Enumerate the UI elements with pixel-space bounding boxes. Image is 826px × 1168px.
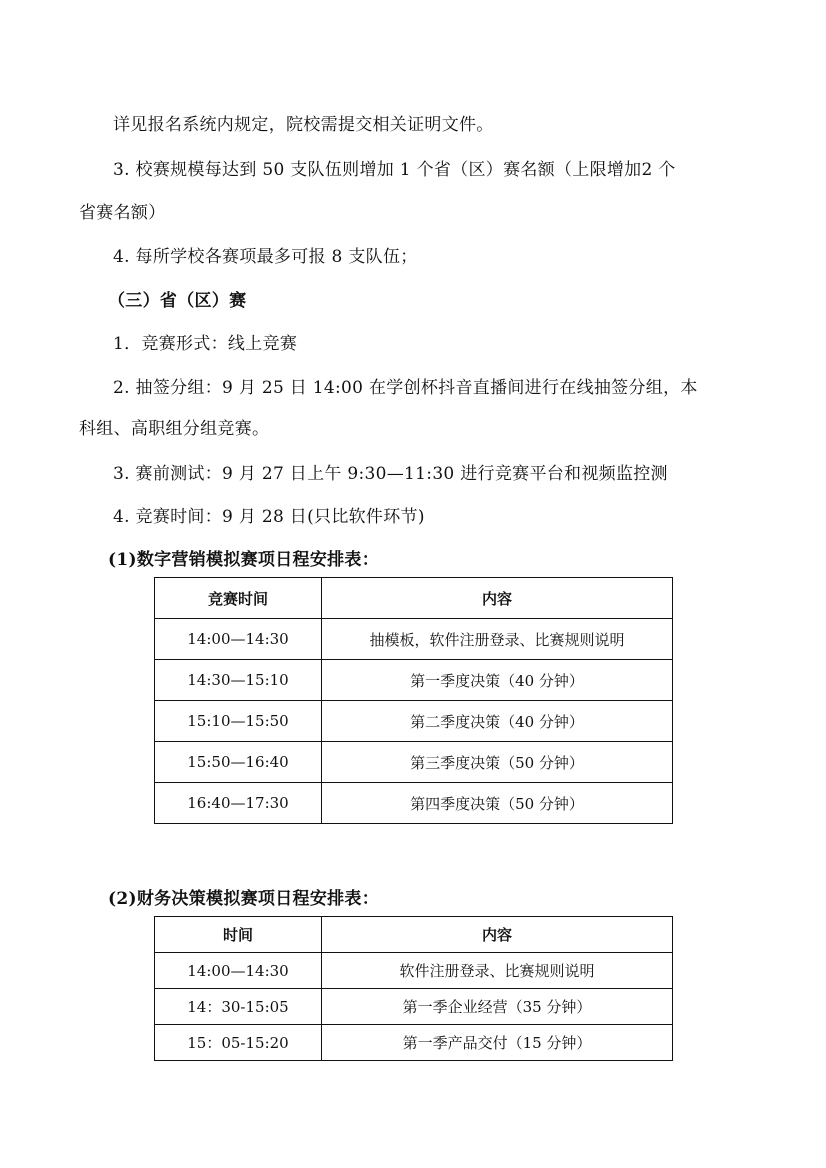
table-row [155,742,673,783]
paragraph-format: 1．竞赛形式：线上竞赛 [113,334,298,354]
cell-content: 第三季度决策（50 分钟） [322,742,673,783]
cell-time: 15:10—15:50 [155,701,322,742]
paragraph-competition-time: 4. 竞赛时间：9 月 28 日(只比软件环节) [113,507,425,527]
cell-content: 第一季企业经营（35 分钟） [322,989,673,1025]
digital-marketing-schedule-table [154,577,673,824]
table-row [155,953,673,989]
cell-content: 抽模板，软件注册登录、比赛规则说明 [322,619,673,660]
table-header-row [155,578,673,619]
table-row [155,660,673,701]
table-row [155,1025,673,1061]
cell-time: 14:00—14:30 [155,619,322,660]
column-header-time: 时间 [155,917,322,953]
table2-caption: (2)财务决策模拟赛项日程安排表： [108,889,380,909]
table-row [155,989,673,1025]
table1-caption: (1)数字营销模拟赛项日程安排表： [108,550,380,570]
section-heading-provincial: （三）省（区）赛 [108,291,247,311]
cell-content: 第一季产品交付（15 分钟） [322,1025,673,1061]
paragraph-pretest: 3. 赛前测试：9 月 27 日上午 9:30—11:30 进行竞赛平台和视频监控测 [113,464,668,484]
paragraph-draw-groups: 2. 抽签分组：9 月 25 日 14:00 在学创杯抖音直播间进行在线抽签分组，本 [113,378,698,398]
cell-content: 第二季度决策（40 分钟） [322,701,673,742]
paragraph-item-3-quota: 3. 校赛规模每达到 50 支队伍则增加 1 个省（区）赛名额（上限增加2 个 [113,160,676,180]
paragraph-item-4-teams: 4. 每所学校各赛项最多可报 8 支队伍； [113,247,418,267]
paragraph-proof-note: 详见报名系统内规定，院校需提交相关证明文件。 [113,115,494,135]
cell-time: 15:50—16:40 [155,742,322,783]
cell-content: 第一季度决策（40 分钟） [322,660,673,701]
paragraph-item-3-continued: 省赛名额） [79,203,166,223]
column-header-content: 内容 [322,578,673,619]
cell-time: 15：05-15:20 [155,1025,322,1061]
table-row [155,783,673,824]
column-header-content: 内容 [322,917,673,953]
table-header-row [155,917,673,953]
cell-content: 软件注册登录、比赛规则说明 [322,953,673,989]
paragraph-draw-groups-continued: 科组、高职组分组竞赛。 [79,419,270,439]
table-row [155,619,673,660]
cell-content: 第四季度决策（50 分钟） [322,783,673,824]
cell-time: 16:40—17:30 [155,783,322,824]
cell-time: 14:30—15:10 [155,660,322,701]
cell-time: 14：30-15:05 [155,989,322,1025]
cell-time: 14:00—14:30 [155,953,322,989]
table-row [155,701,673,742]
column-header-time: 竞赛时间 [155,578,322,619]
financial-decision-schedule-table [154,916,673,1061]
